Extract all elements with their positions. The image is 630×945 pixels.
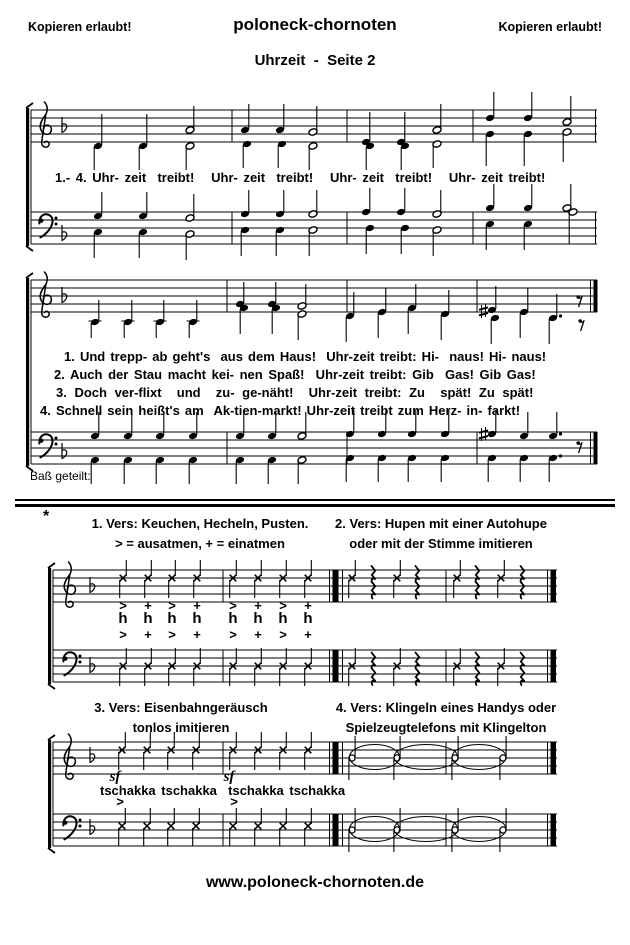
- breath-symbol: h: [143, 610, 153, 627]
- accent-symbol: +: [193, 627, 201, 642]
- accent-symbol: >: [230, 794, 238, 809]
- sforzando-mark: sf: [223, 769, 235, 785]
- website-url: www.poloneck-chornoten.de: [205, 874, 425, 891]
- instruction-verse1-line2: > = ausatmen, + = einatmen: [115, 536, 285, 551]
- lyric-verse-4: 4. Schnell sein heißt's am Ak-tien-markt! Uhr-zeit treibt zum Herz- in- farkt!: [40, 403, 521, 418]
- accent-symbol: >: [279, 627, 287, 642]
- instruction-verse1-line1: 1. Vers: Keuchen, Hecheln, Pusten.: [91, 516, 309, 531]
- accent-symbol: >: [229, 598, 237, 613]
- accent-symbol: +: [304, 627, 312, 642]
- lyric-tschakka: tschakka tschakka tschakka tschakka: [100, 783, 346, 798]
- instruction-verse3-line2: tonlos imitieren: [132, 720, 230, 735]
- divider-line-thick: [15, 504, 615, 507]
- accent-symbol: +: [304, 598, 312, 613]
- divider-line-thin: [15, 499, 615, 501]
- lyric-line-refrain: 1.- 4. Uhr- zeit treibt! Uhr- zeit treibt! Uhr- zeit treibt! Uhr- zeit treibt!: [55, 170, 546, 185]
- copy-permission-right: Kopieren erlaubt!: [498, 20, 602, 34]
- accent-symbol: >: [279, 598, 287, 613]
- footnote-marker: *: [43, 508, 50, 525]
- lyric-verse-2: 2. Auch der Stau macht kei- nen Spaß! Uhr-zeit treibt: Gib Gas! Gib Gas!: [54, 367, 536, 382]
- lyric-verse-3: 3. Doch ver-flixt und zu- ge-näht! Uhr-zeit treibt: Zu spät! Zu spät!: [56, 385, 534, 400]
- accent-symbol: >: [119, 598, 127, 613]
- song-title: Uhrzeit - Seite 2: [254, 52, 376, 69]
- accent-symbol: +: [144, 627, 152, 642]
- sforzando-mark: sf: [109, 769, 121, 785]
- accent-symbol: >: [116, 794, 124, 809]
- accent-symbol: >: [229, 627, 237, 642]
- accent-symbol: +: [254, 598, 262, 613]
- accent-symbol: >: [168, 627, 176, 642]
- treble-clef-icon: [40, 102, 51, 147]
- instruction-verse2-line2: oder mit der Stimme imitieren: [349, 536, 533, 551]
- bass-clef-icon: [63, 652, 81, 675]
- page-title: poloneck-chornoten: [233, 15, 397, 34]
- instruction-verse4-line2: Spielzeugtelefons mit Klingelton: [345, 720, 547, 735]
- treble-clef-icon: [40, 272, 51, 317]
- treble-clef-icon: [64, 562, 75, 607]
- instruction-verse2-line1: 2. Vers: Hupen mit einer Autohupe: [335, 516, 547, 531]
- instruction-verse3-line1: 3. Vers: Eisenbahngeräusch: [94, 700, 268, 715]
- breath-symbol: h: [278, 610, 288, 627]
- bass-divided-label: Baß geteilt:: [30, 469, 91, 483]
- accent-symbol: >: [168, 598, 176, 613]
- bass-clef-icon: [39, 434, 57, 457]
- bass-clef-icon: [63, 816, 81, 839]
- treble-clef-icon: [64, 734, 75, 779]
- bass-clef-icon: [39, 214, 57, 237]
- breath-symbol: h: [118, 610, 128, 627]
- breath-symbol: h: [303, 610, 313, 627]
- lyric-verse-1: 1. Und trepp- ab geht's aus dem Haus! Uhr-zeit treibt: Hi- naus! Hi- naus!: [64, 349, 547, 364]
- breath-symbol: h: [192, 610, 202, 627]
- breath-symbol: h: [167, 610, 177, 627]
- breath-symbol: h: [228, 610, 238, 627]
- breath-symbol: h: [253, 610, 263, 627]
- instruction-verse4-line1: 4. Vers: Klingeln eines Handys oder: [335, 700, 557, 715]
- accent-symbol: +: [144, 598, 152, 613]
- copy-permission-left: Kopieren erlaubt!: [28, 20, 132, 34]
- accent-symbol: +: [193, 598, 201, 613]
- accent-symbol: >: [119, 627, 127, 642]
- accent-symbol: +: [254, 627, 262, 642]
